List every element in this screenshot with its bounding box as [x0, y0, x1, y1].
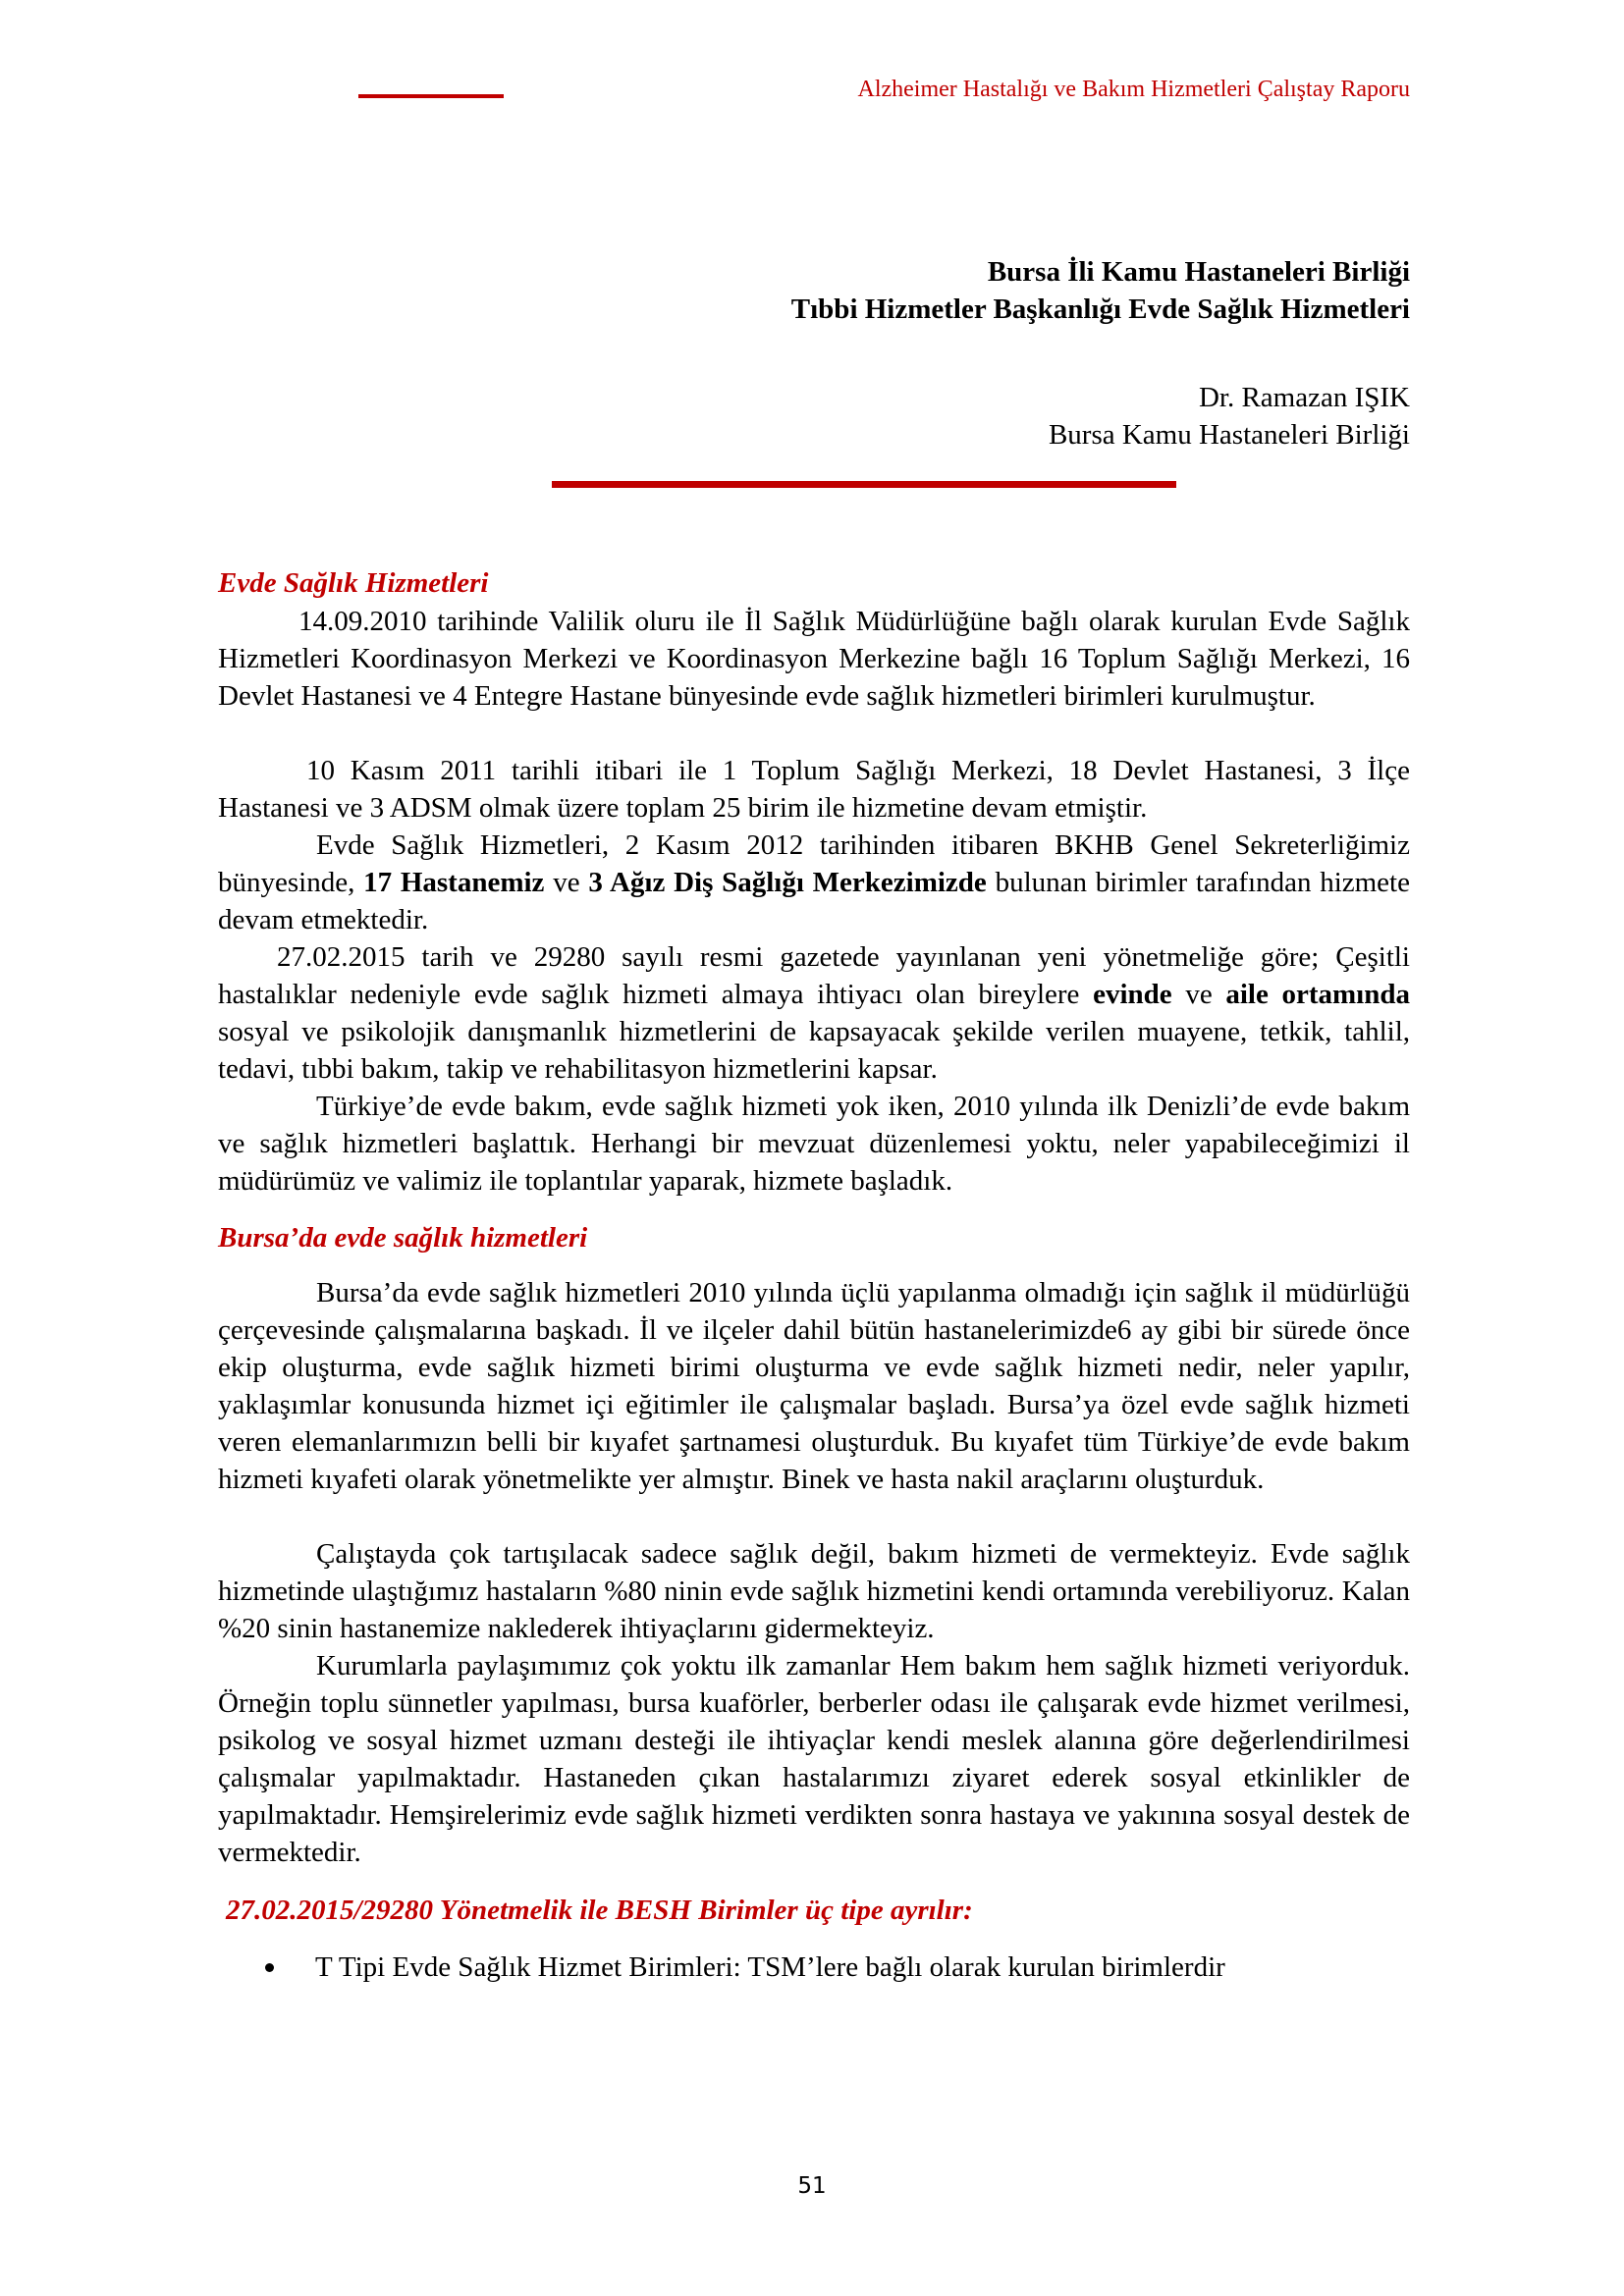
running-header-title: Alzheimer Hastalığı ve Bakım Hizmetleri Çalıştay Raporu: [857, 77, 1410, 102]
text-run: sosyal ve psikolojik danışmanlık hizmetlerini de kapsayacak şekilde verilen muayene, tetkik, tahlil, tedavi, tıbbi bakım, takip ve rehabilitasyon hizmetlerini kapsar.: [218, 1016, 1410, 1085]
paragraph: 10 Kasım 2011 tarihli itibari ile 1 Toplum Sağlığı Merkezi, 18 Devlet Hastanesi, 3 İlçe Hastanesi ve 3 ADSM olmak üzere toplam 25 birim ile hizmetine devam etmiştir.: [218, 755, 1410, 824]
article-title-line-1: Bursa İli Kamu Hastaneleri Birliği: [987, 256, 1410, 288]
article-title: [791, 253, 1410, 328]
bullet-list-item: [265, 1951, 1225, 1984]
paragraph: 14.09.2010 tarihinde Valilik oluru ile İl Sağlık Müdürlüğüne bağlı olarak kurulan Evde Sağlık Hizmetleri Koordinasyon Merkezi ve Koordinasyon Merkezine bağlı 16 Toplum Sağlığı Merkezi, 16 Devlet Hastanesi ve 4 Entegre Hastane bünyesinde evde sağlık hizmetleri birimleri kurulmuştur.: [218, 606, 1410, 712]
bold-text: 17 Hastanemiz: [363, 867, 545, 898]
bullet-icon: [265, 1963, 274, 1972]
page-number: 51: [797, 2173, 827, 2199]
text-run: 27.02.2015 tarih ve 29280 sayılı resmi gazetede yayınlanan yeni yönetmeliğe göre; Çeşitli hastalıklar nedeniyle evde sağlık hizmeti almaya ihtiyacı olan bireylere: [218, 941, 1410, 1010]
paragraph: [218, 827, 1410, 938]
paragraph: Kurumlarla paylaşımımız çok yoktu ilk zamanlar Hem bakım hem sağlık hizmeti veriyorduk. Örneğin toplu sünnetler yapılması, bursa kuaförler, berberler odası ile çalışarak evde hizmet verilmesi, psikolog ve sosyal hizmet uzmanı desteği ile ihtiyaçlar kendi meslek alanına göre değerlendirilmesi çalışmalar yapılmaktadır. Hastaneden çıkan hastalarımızı ziyaret ederek sosyal etkinlikler de yapılmaktadır. Hemşirelerimiz evde sağlık hizmeti verdikten sonra hastaya ve yakınına sosyal destek de vermektedir.: [218, 1650, 1410, 1868]
paragraph: Türkiye’de evde bakım, evde sağlık hizmeti yok iken, 2010 yılında ilk Denizli’de evde bakım ve sağlık hizmetleri başlattık. Herhangi bir mevzuat düzenlemesi yoktu, neler yapabileceğimizi il müdürümüz ve valimiz ile toplantılar yaparak, hizmete başladık.: [218, 1091, 1410, 1197]
bold-text: 3 Ağız Diş Sağlığı Merkezimizde: [588, 867, 987, 898]
header-rule: [358, 94, 504, 98]
title-separator: [552, 481, 1176, 488]
paragraph: Bursa’da evde sağlık hizmetleri 2010 yılında üçlü yapılanma olmadığı için sağlık il müdürlüğü çerçevesinde çalışmalarına başkadı. İl ve ilçeler dahil bütün hastanelerimizde6 ay gibi bir sürede önce ekip oluşturma, evde sağlık hizmeti birimi oluşturma ve evde sağlık hizmeti nedir, neler yapılır, yaklaşımlar konusunda hizmet içi eğitimler ile çalışmalar başladı. Bursa’ya özel evde sağlık hizmeti veren elemanlarımızın belli bir kıyafet şartnamesi oluşturduk. Bu kıyafet tüm Türkiye’de evde bakım hizmeti kıyafeti olarak yönetmelikte yer almıştır. Binek ve hasta nakil araçlarını oluşturduk.: [218, 1277, 1410, 1495]
section-heading-bursa: Bursa’da evde sağlık hizmetleri: [218, 1222, 588, 1254]
bold-text: evinde: [1093, 979, 1172, 1010]
section-heading-yonetmelik: 27.02.2015/29280 Yönetmelik ile BESH Birimler üç tipe ayrılır:: [226, 1895, 973, 1926]
bold-text: aile ortamında: [1225, 979, 1410, 1010]
article-title-line-2: Tıbbi Hizmetler Başkanlığı Evde Sağlık Hizmetleri: [790, 294, 1410, 325]
bullet-text: T Tipi Evde Sağlık Hizmet Birimleri: TSM’lere bağlı olarak kurulan birimlerdir: [315, 1951, 1225, 1983]
text-run: ve: [1171, 979, 1226, 1010]
paragraph: [218, 938, 1410, 1088]
text-run: bulunan birimler tarafından hizmete devam etmektedir.: [218, 867, 1410, 935]
paragraph: Çalıştayda çok tartışılacak sadece sağlık değil, bakım hizmeti de vermekteyiz. Evde sağlık hizmetinde ulaştığımız hastaların %80 ninin evde sağlık hizmetini kendi ortamında verebiliyoruz. Kalan %20 sinin hastanemize naklederek ihtiyaçlarını gidermekteyiz.: [218, 1538, 1410, 1644]
author-block: [1049, 379, 1410, 454]
author-name: Dr. Ramazan IŞIK: [1198, 382, 1410, 413]
author-affiliation: Bursa Kamu Hastaneleri Birliği: [1048, 419, 1410, 451]
section-heading-evde-saglik: Evde Sağlık Hizmetleri: [218, 567, 489, 599]
text-run: ve: [544, 867, 589, 898]
text-run: Evde Sağlık Hizmetleri, 2 Kasım 2012 tarihinden itibaren BKHB Genel Sekreterliğimiz bünyesinde,: [218, 829, 1410, 898]
